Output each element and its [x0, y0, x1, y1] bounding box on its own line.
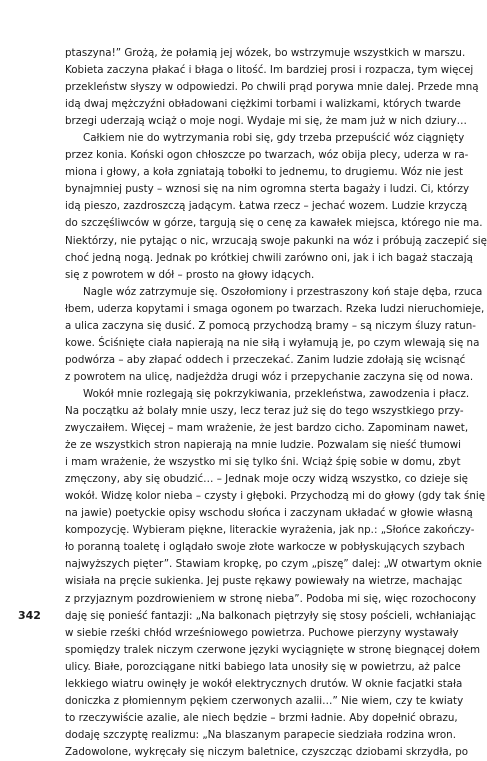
- text-line: najwyższych pięter”. Stawiam kropkę, po czym „piszę” dalej: „W otwartym oknie: [65, 558, 482, 571]
- text-line: ło poranną toaletę i oglądało swoje złote warkocze w pobłyskujących szybach: [65, 541, 465, 554]
- text-line: miona i głowy, a koła zgniatają tobołki to jednemu, to drugiemu. Wóz nie jest: [65, 166, 464, 179]
- text-line: w siebie rześki chłód wrześniowego powietrza. Puchowe pierzyny wystawały: [65, 626, 459, 639]
- text-line: to rzeczywiście azalie, ale niech będzie – brzmi ładnie. Aby dopełnić obrazu,: [65, 711, 458, 724]
- text-line: zwyczaiłem. Więcej – mam wrażenie, że jest bardzo cicho. Zapominam nawet,: [65, 422, 469, 435]
- text-line: dodaję szczyptę realizmu: „Na blaszanym parapecie siedziała rodzina wron.: [65, 728, 456, 741]
- text-line: się z powrotem w dół – prosto na głowy idących.: [65, 268, 315, 281]
- text-line: doniczka z płomiennym pękiem czerwonych azalii…” Nie wiem, czy te kwiaty: [65, 694, 464, 707]
- text-line: przekleństw słyszy w odpowiedzi. Po chwili prąd porywa mnie dalej. Przede mną: [65, 81, 479, 94]
- text-line: łbem, uderza kopytami i smaga ogonem po twarzach. Rzeka ludzi nieruchomieje,: [65, 302, 485, 315]
- text-line: a ulica zaczyna się dusić. Z pomocą przychodzą bramy – są niczym śluzy ratun-: [65, 319, 476, 332]
- text-line: Niektórzy, nie pytając o nic, wrzucają swoje pakunki na wóz i próbują zaczepić się: [65, 234, 487, 247]
- text-line: z przyjaznym pozdrowieniem w stronę nieba”. Podoba mi się, więc rozochocony: [65, 592, 477, 605]
- text-line: Zadowolone, wykręcały się niczym baletnice, czyszcząc dziobami skrzydła, po: [65, 745, 469, 758]
- text-line: podwórza – aby złapać oddech i przeczekać. Zanim ludzie zdołają się wcisnąć: [65, 353, 466, 366]
- text-line: spomiędzy tralek niczym czerwone języki wyciągnięte w stronę biegnącej dołem: [65, 643, 481, 656]
- text-line: lekkiego wiatru owinęły je wokół elektrycznych drutów. W oknie facjatki stała: [65, 677, 463, 690]
- body-text: [65, 45, 487, 761]
- text-line: Kobieta zaczyna płakać i błaga o litość. Im bardziej prosi i rozpacza, tym więcej: [65, 64, 474, 77]
- text-line: kompozycję. Wybieram piękne, literackie wyrażenia, jak np.: „Słońce zakończy-: [65, 524, 475, 537]
- text-line: Nagle wóz zatrzymuje się. Oszołomiony i przestraszony koń staje dęba, rzuca: [83, 285, 483, 298]
- text-line: że ze wszystkich stron napierają na mnie ludzie. Pozwalam się nieść tłumowi: [65, 439, 461, 452]
- text-line: bynajmniej pusty – wznosi się na nim ogromna sterta bagaży i ludzi. Ci, którzy: [65, 183, 470, 196]
- text-line: Na początku aż bolały mnie uszy, lecz teraz już się do tego wszystkiego przy-: [65, 404, 464, 417]
- page-number: 342: [18, 609, 41, 622]
- text-line: kowe. Ściśnięte ciała napierają na nie siłą i wyłamują je, po czym wlewają się na: [65, 336, 480, 349]
- text-line: Całkiem nie do wytrzymania robi się, gdy trzeba przepuścić wóz ciągnięty: [83, 132, 465, 145]
- text-line: ptaszyna!” Grożą, że połamią jej wózek, bo wstrzymuje wszystkich w marszu.: [65, 47, 466, 59]
- text-line: zmęczony, aby się obudzić… – Jednak moje oczy widzą wszystko, co dzieje się: [65, 473, 469, 486]
- text-line: z powrotem na ulicę, nadjeżdża drugi wóz i przepychanie zaczyna się od nowa.: [65, 370, 474, 383]
- text-line: wisiała na pręcie sukienka. Jej puste rękawy powiewały na wietrze, machając: [65, 575, 463, 588]
- text-line: choć jedną nogą. Jednak po krótkiej chwili zarówno oni, jak i ich bagaż staczają: [65, 251, 473, 264]
- text-line: wokół. Widzę kolor nieba – czysty i głęboki. Przychodzą mi do głowy (gdy tak śnię: [65, 490, 486, 503]
- text-line: ulicy. Białe, porozciągane nitki babiego lata unosiły się w powietrzu, aż palce: [65, 660, 461, 673]
- text-line: idą pieszo, zazdroszczą jadącym. Łatwa rzecz – jechać wozem. Ludzie krzyczą: [65, 200, 468, 213]
- text-line: i mam wrażenie, że wszystko mi się tylko śni. Wciąż śpię sobie w domu, zbyt: [65, 456, 461, 469]
- text-line: brzegi uderzają wciąż o moje nogi. Wydaje mi się, że mam już w nich dziury…: [65, 115, 467, 128]
- text-line: do szczęśliwców w górze, targują się o cenę za kawałek miejsca, którego nie ma.: [65, 217, 483, 230]
- text-line: Wokół mnie rozlegają się pokrzykiwania, przekleństwa, zawodzenia i płacz.: [83, 387, 470, 400]
- text-line: idą dwaj mężczyźni obładowani ciężkimi torbami i walizkami, których twarde: [65, 98, 461, 111]
- text-line: na jawie) poetyckie opisy wschodu słońca i zaczynam układać w głowie własną: [65, 507, 473, 520]
- text-line: daję się ponieść fantazji: „Na balkonach piętrzyły się stosy pościeli, wchłaniając: [65, 609, 476, 622]
- text-line: przez konia. Koński ogon chłoszcze po twarzach, wóz obija plecy, uderza w ra-: [65, 149, 469, 162]
